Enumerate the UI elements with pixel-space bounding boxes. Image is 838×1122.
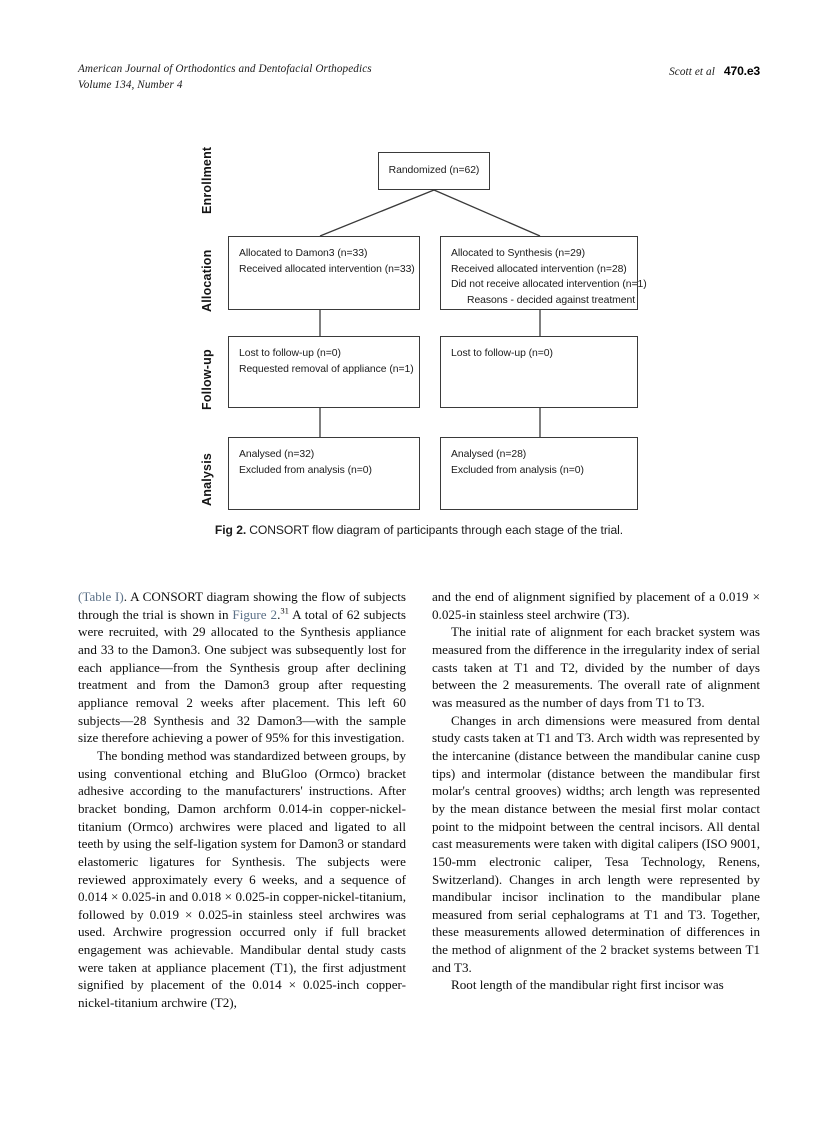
paragraph-left-1-part-a: . A CONSORT diagram showing the flow of subjects through the trial is shown in <box>78 589 406 622</box>
figure-caption-label: Fig 2. <box>214 523 247 537</box>
box-analysis-damon3-line-2: Excluded from analysis (n=0) <box>239 464 372 476</box>
paragraph-left-1-part-c: A total of 62 subjects were recruited, with 29 allocated to the Synthesis appliance and 33 to the Damon3. One subject was subsequently lost for each appliance—from the Synthesis group after declining treatment and from the Damon3 group after requesting appliance removal 2 weeks after placement. This left 60 subjects—28 Synthesis and 32 Damon3—with the sample size therefore achieving a power of 95% for this investigation. <box>78 606 406 746</box>
box-analysis-synthesis <box>440 437 638 510</box>
author-citation: Scott et al <box>669 66 715 78</box>
stage-label-enrollment: Enrollment <box>200 146 214 214</box>
paragraph-left-1 <box>78 588 406 747</box>
box-allocation-damon3-line-1: Allocated to Damon3 (n=33) <box>239 248 368 259</box>
journal-title-block <box>78 62 372 93</box>
box-followup-synthesis <box>440 336 638 408</box>
paragraph-right-3: Changes in arch dimensions were measured from dental study casts taken at T1 and T3. Arch width was represented by the intercanine (distance between the mandibular canine cusp tips) and intermolar (distance between the mandibular first molar's central grooves) widths; arch length was represented by the mean distance between the mesial first molar contact point to the midpoint between the central incisors. All dental cast measurements were taken with digital calipers (ISO 9001, 150-mm electronic caliper, Tesa Technology, Renens, Switzerland). Changes in arch length were represented by mandibular incisor inclination to the mandibular plane measured from serial cephalograms at T1 and T3. Together, these measurements allowed determination of differences in the method of alignment of the 2 bracket systems between T1 and T3. <box>432 712 760 975</box>
box-followup-damon3-line-1: Lost to follow-up (n=0) <box>239 348 341 359</box>
reference-marker-31[interactable]: 31 <box>280 605 289 616</box>
box-followup-damon3-line-2: Requested removal of appliance (n=1) <box>239 363 414 375</box>
figure-caption <box>78 523 760 537</box>
box-allocation-damon3 <box>228 236 420 310</box>
page-number: 470.e3 <box>723 64 760 78</box>
paragraph-right-2: The initial rate of alignment for each bracket system was measured from the difference in the irregularity index of serial casts taken at T1 and T2, divided by the number of days between the 2 measurements. The overall rate of alignment was measured as the number of days from T1 to T3. <box>432 624 760 710</box>
paragraph-right-4: Root length of the mandibular right first incisor was <box>451 977 724 993</box>
figure-caption-text: CONSORT flow diagram of participants through each stage of the trial. <box>249 523 624 537</box>
figure-2-link[interactable]: Figure 2 <box>232 606 278 622</box>
box-allocation-synthesis-line-1: Allocated to Synthesis (n=29) <box>451 248 585 259</box>
paragraph-left-2: The bonding method was standardized between groups, by using conventional etching and BluGloo (Ormco) bracket adhesive according to the manufacturers' instructions. After bracket bonding, Damon archform 0.014-in copper-nickel-titanium (Ormco) archwires were placed and ligated to all teeth by using the self-ligation system for Damon3 or standard elastomeric ligatures for Synthesis. The subjects were reviewed approximately every 6 weeks, and a sequence of 0.014 × 0.025-in and 0.018 × 0.025-in copper-nickel-titanium, followed by 0.019 × 0.025-in stainless steel archwires was used. Archwire progression occurred only if full bracket engagement was achievable. Mandibular dental study casts were taken at appliance placement (T1), the first adjustment signified by placement of the 0.014 × 0.025-inch copper-nickel-titanium archwire (T2), <box>78 747 406 1011</box>
running-head <box>78 62 760 102</box>
running-head-right <box>669 62 760 80</box>
box-allocation-synthesis <box>440 236 647 310</box>
box-randomized <box>378 152 490 190</box>
stage-label-analysis: Analysis <box>200 452 214 506</box>
stage-label-allocation: Allocation <box>200 249 214 313</box>
box-analysis-damon3-line-1: Analysed (n=32) <box>239 449 315 460</box>
journal-title: American Journal of Orthodontics and Dentofacial Orthopedics <box>78 63 372 75</box>
consort-flow-diagram <box>0 125 838 545</box>
box-followup-synthesis-line-1: Lost to follow-up (n=0) <box>451 348 553 359</box>
body-column-left <box>78 588 406 1012</box>
box-followup-damon3 <box>228 336 420 408</box>
paragraph-right-1: and the end of alignment signified by placement of a 0.019 × 0.025-in stainless steel archwire (T3). <box>432 589 760 622</box>
box-allocation-damon3-line-2: Received allocated intervention (n=33) <box>239 263 415 275</box>
stage-label-followup: Follow-up <box>200 349 214 411</box>
box-allocation-synthesis-line-2: Received allocated intervention (n=28) <box>451 263 627 275</box>
table-1-link[interactable]: (Table I) <box>78 589 124 604</box>
paragraph-left-1-part-b: . <box>277 606 281 622</box>
box-allocation-synthesis-line-3: Did not receive allocated intervention (n=1) <box>451 279 647 291</box>
box-analysis-damon3 <box>228 437 420 510</box>
box-analysis-synthesis-line-1: Analysed (n=28) <box>451 449 527 460</box>
box-analysis-synthesis-line-2: Excluded from analysis (n=0) <box>451 464 584 476</box>
box-randomized-line-1: Randomized (n=62) <box>388 165 480 177</box>
box-allocation-synthesis-line-4: Reasons - decided against treatment <box>467 294 636 306</box>
journal-volume: Volume 134, Number 4 <box>78 78 183 91</box>
body-column-right <box>432 588 760 994</box>
